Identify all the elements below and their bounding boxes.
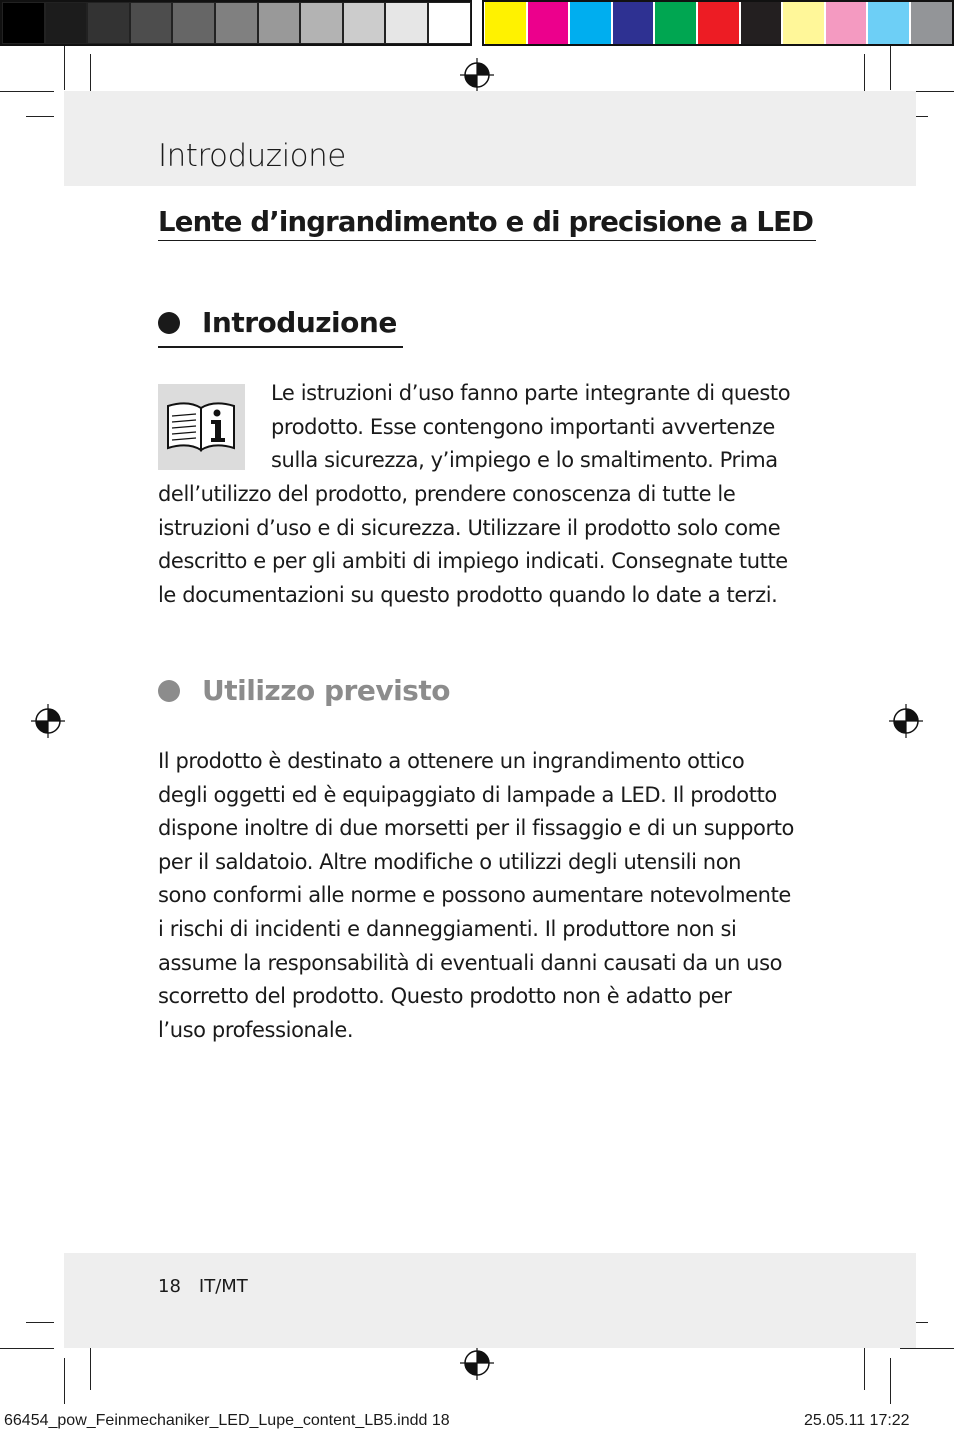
process-color-swatch [485,2,526,44]
text-line: degli oggetti ed è equipaggiato di lampade a LED. Il prodotto [158,782,777,807]
process-color-swatch [570,2,611,44]
process-color-swatch [655,2,696,44]
page-number: 18 [158,1276,181,1297]
text-line: Il prodotto è destinato a ottenere un ingrandimento ottico [158,749,745,773]
text-line: l’uso professionale. [158,1017,354,1042]
text-line: descritto e per gli ambiti di impiego indicati. Consegnate tutte [158,549,788,574]
process-color-swatch [741,2,782,44]
gray-swatch [215,2,258,44]
text-line: i rischi di incidenti e danneggiamenti. Il produttore non si [158,916,737,941]
crop-mark [0,91,54,92]
gray-swatch [258,2,301,44]
text-line: Le istruzioni d’uso fanno parte integrante di questo [271,381,791,405]
process-color-swatch [911,2,952,44]
print-slug-filename: 66454_pow_Feinmechaniker_LED_Lupe_content_LB5.indd 18 [4,1412,450,1429]
process-color-swatch [868,2,909,44]
crop-mark [0,1348,54,1349]
intro-paragraph-full [158,478,788,612]
text-line: dell’utilizzo del prodotto, prendere conoscenza di tutte le [158,482,736,506]
text-line: sulla sicurezza, y’impiego e lo smaltimento. Prima [271,448,778,473]
registration-mark-icon [31,704,65,738]
text-line: per il saldatoio. Altre modifiche o utilizzi degli utensili non [158,849,742,874]
registration-mark-icon [460,1346,494,1380]
language-code: IT/MT [198,1276,248,1297]
text-line: le documentazioni su questo prodotto quando lo date a terzi. [158,582,778,607]
crop-mark [64,1358,65,1404]
print-slug-datetime: 25.05.11 17:22 [804,1412,910,1429]
crop-mark [26,116,54,117]
registration-mark-icon [889,704,923,738]
running-title: Introduzione [158,138,346,174]
registration-mark-icon [460,58,494,92]
color-calibration-bar [0,0,954,46]
gray-swatch [45,2,88,44]
manual-info-icon [158,384,245,470]
gray-swatch [300,2,343,44]
section-heading-introduzione [158,306,397,339]
process-color-swatch [826,2,867,44]
crop-mark [890,46,891,90]
crop-mark [900,1348,954,1349]
text-line: istruzioni d’uso e di sicurezza. Utilizzare il prodotto solo come [158,515,781,540]
text-line: prodotto. Esse contengono importanti avvertenze [271,414,775,439]
gray-swatch [2,2,45,44]
text-line: assume la responsabilità di eventuali danni causati da un uso [158,950,783,975]
section-heading-utilizzo-previsto [158,674,450,707]
crop-mark [890,1358,891,1404]
intended-use-paragraph [158,745,794,1047]
process-color-swatch [783,2,824,44]
footer-band [64,1253,916,1348]
section-heading-underline [158,346,403,348]
bullet-icon [158,312,180,334]
crop-mark [26,1322,54,1323]
text-line: sono conformi alle norme e possono aumentare notevolmente [158,883,791,908]
bullet-icon [158,680,180,702]
process-color-swatch [528,2,569,44]
process-color-swatch [698,2,739,44]
gray-swatch [87,2,130,44]
crop-mark [64,46,65,90]
gray-swatch [385,2,428,44]
document-title: Lente d’ingrandimento e di precisione a LED [158,206,816,241]
process-color-swatch [613,2,654,44]
section-heading-label: Utilizzo previsto [202,674,450,707]
gray-swatch [130,2,173,44]
gray-swatch [343,2,386,44]
intro-paragraph-wrapped [271,377,790,478]
section-heading-label: Introduzione [202,306,397,339]
page-footer [158,1276,248,1297]
gray-swatch [428,2,471,44]
gray-swatch [172,2,215,44]
text-line: dispone inoltre di due morsetti per il fissaggio e di un supporto [158,816,794,841]
text-line: scorretto del prodotto. Questo prodotto non è adatto per [158,984,732,1009]
